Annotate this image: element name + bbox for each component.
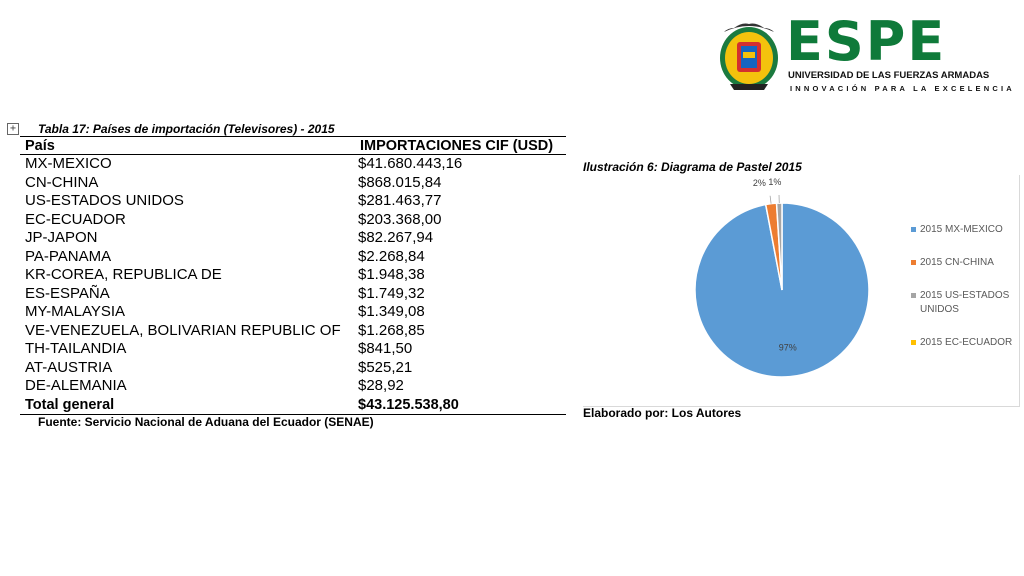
imports-cell: $1.749,32 — [358, 284, 425, 302]
imports-table — [20, 136, 566, 415]
legend-item — [911, 256, 1019, 270]
legend-item — [911, 223, 1019, 237]
table-row — [20, 285, 566, 304]
chart-caption: Ilustración 6: Diagrama de Pastel 2015 — [583, 160, 802, 174]
legend-swatch — [911, 340, 916, 345]
table-header-row — [20, 137, 566, 155]
table-row — [20, 248, 566, 267]
table-row — [20, 211, 566, 230]
table-row — [20, 229, 566, 248]
country-cell: TH-TAILANDIA — [25, 340, 127, 358]
country-cell: MX-MEXICO — [25, 155, 112, 173]
legend-item — [911, 289, 1019, 317]
legend-label: 2015 EC-ECUADOR — [920, 337, 1013, 348]
imports-cell: $525,21 — [358, 358, 413, 376]
imports-cell: $281.463,77 — [358, 192, 442, 210]
table-row — [20, 266, 566, 285]
country-cell: AT-AUSTRIA — [25, 358, 113, 376]
legend-label: 2015 MX-MEXICO — [920, 224, 1003, 235]
country-cell: CN-CHINA — [25, 173, 99, 191]
country-cell: ES-ESPAÑA — [25, 284, 110, 302]
imports-cell: $82.267,94 — [358, 229, 434, 247]
country-cell: MY-MALAYSIA — [25, 303, 126, 321]
imports-cell: $868.015,84 — [358, 173, 442, 191]
brand-name: ESPE — [786, 10, 947, 73]
brand-tagline: INNOVACIÓN PARA LA EXCELENCIA — [790, 84, 1015, 93]
table-row — [20, 359, 566, 378]
legend-item — [911, 336, 1019, 350]
brand-subtitle: UNIVERSIDAD DE LAS FUERZAS ARMADAS — [788, 70, 990, 81]
country-cell: JP-JAPON — [25, 229, 98, 247]
imports-cell: $41.680.443,16 — [358, 155, 463, 173]
chart-legend — [911, 223, 1019, 369]
table-row — [20, 155, 566, 174]
espe-logo — [714, 10, 1015, 94]
country-cell: PA-PANAMA — [25, 247, 112, 265]
imports-cell: $1.349,08 — [358, 303, 425, 321]
table-source: Fuente: Servicio Nacional de Aduana del Ecuador (SENAE) — [38, 415, 374, 429]
table-caption: Tabla 17: Países de importación (Televisores) - 2015 — [38, 122, 335, 136]
column-header-country: País — [20, 137, 355, 155]
imports-cell: $1.268,85 — [358, 321, 425, 339]
imports-cell: $2.268,84 — [358, 247, 425, 265]
country-cell: DE-ALEMANIA — [25, 377, 127, 395]
column-header-imports: IMPORTACIONES CIF (USD) — [355, 137, 566, 155]
country-cell: US-ESTADOS UNIDOS — [25, 192, 184, 210]
table-row — [20, 377, 566, 396]
imports-cell: $203.368,00 — [358, 210, 442, 228]
table-row — [20, 340, 566, 359]
legend-label: 2015 US-ESTADOS UNIDOS — [920, 290, 1010, 315]
pie-chart — [583, 175, 1020, 407]
imports-cell: $28,92 — [358, 377, 404, 395]
total-label: Total general — [20, 396, 355, 415]
total-value: $43.125.538,80 — [355, 396, 566, 415]
country-cell: KR-COREA, REPUBLICA DE — [25, 266, 222, 284]
table-row — [20, 303, 566, 322]
pie-label-leader — [770, 196, 771, 204]
pie-data-label: 97% — [778, 342, 797, 353]
table-total-row — [20, 396, 566, 415]
imports-cell: $1.948,38 — [358, 266, 425, 284]
chart-footer: Elaborado por: Los Autores — [583, 406, 742, 420]
country-cell: VE-VENEZUELA, BOLIVARIAN REPUBLIC OF — [25, 321, 341, 339]
table-expand-icon[interactable]: + — [7, 123, 19, 135]
country-cell: EC-ECUADOR — [25, 210, 126, 228]
legend-label: 2015 CN-CHINA — [920, 257, 994, 268]
legend-swatch — [911, 293, 916, 298]
table-row — [20, 174, 566, 193]
pie-chart-svg — [583, 175, 903, 406]
pie-data-label: 1% — [768, 177, 782, 188]
pie-data-label: 2% — [752, 177, 766, 188]
table-row — [20, 192, 566, 211]
legend-swatch — [911, 227, 916, 232]
table-row — [20, 322, 566, 341]
legend-swatch — [911, 260, 916, 265]
university-seal-icon — [716, 18, 782, 94]
imports-cell: $841,50 — [358, 340, 413, 358]
